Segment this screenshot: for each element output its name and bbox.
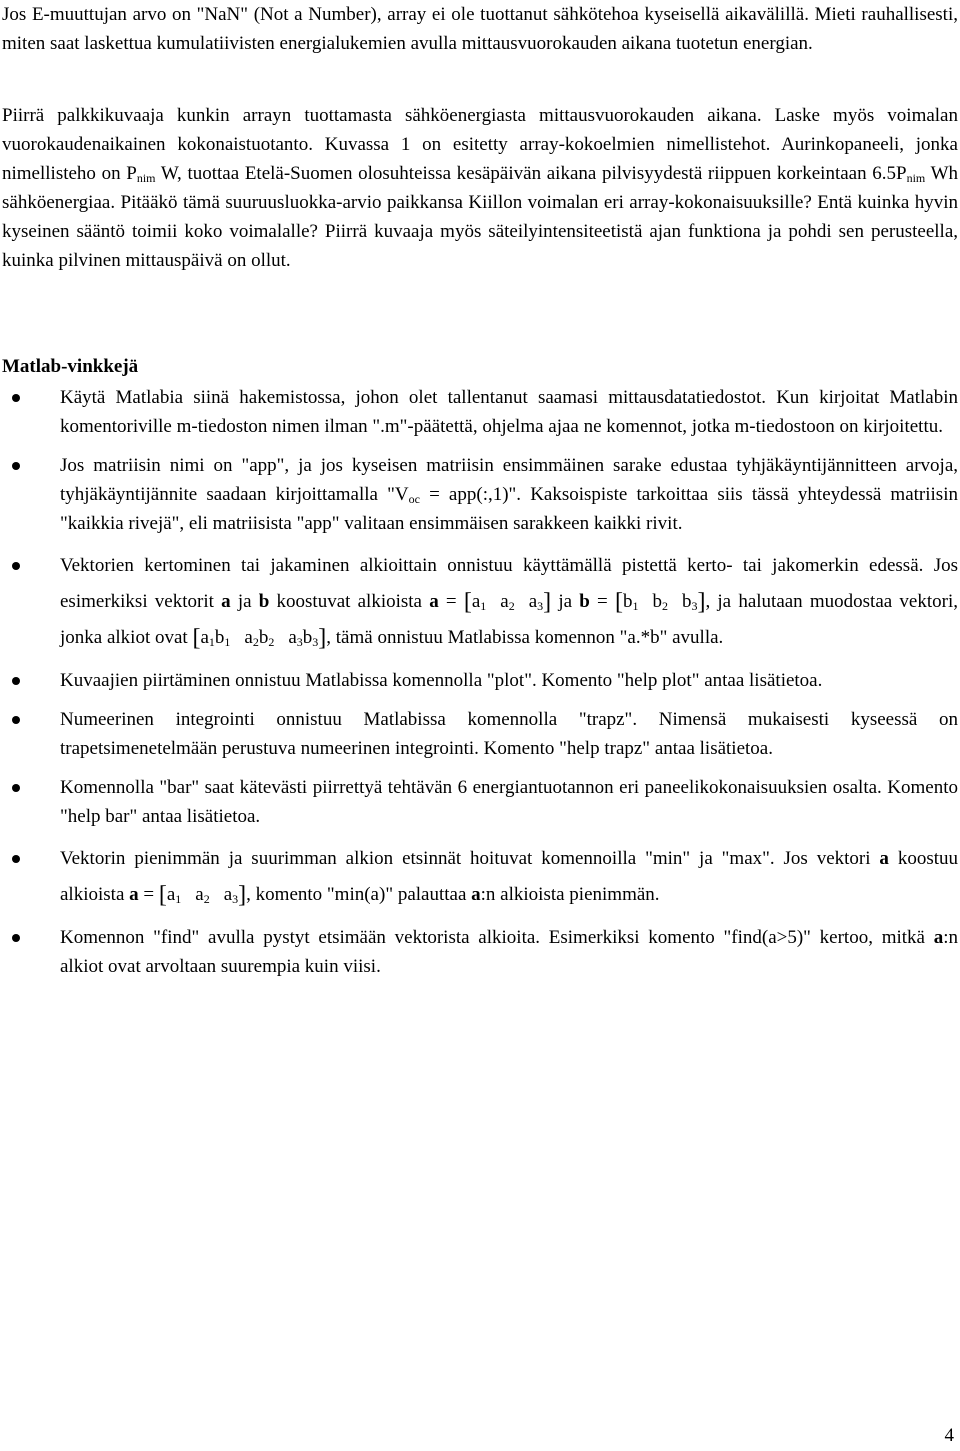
- paragraph-text: Wh sähköenergiaa. Pitääkö tämä suuruusluokka-arvio paikkansa Kiillon voimalan eri array-kokonaisuuksille? Entä kuinka hyvin kyseinen sääntö toimii koko voimalalle? Piirrä kuvaaja myös säteilyintensiteetistä ajan funktiona ja pohdi sen perusteella, kuinka pilvinen mittauspäivä on ollut.: [2, 163, 959, 271]
- list-item-text: Komennolla "bar" saat kätevästi piirrettyä tehtävän 6 energiantuotannon eri paneelikokonaisuuksien osalta. Komento "help bar" antaa lisätietoa.: [60, 777, 958, 827]
- vector-element: $a_3$: [528, 591, 544, 613]
- page-number: 4: [944, 1425, 954, 1446]
- list-item: [0, 923, 960, 981]
- vector-a: a: [933, 927, 944, 948]
- list-item-text: , tämä onnistuu Matlabissa komennon "a.*b" avulla.: [326, 627, 724, 648]
- paragraph-text: Piirrä palkkikuvaaja kunkin arrayn tuottamasta sähköenergiasta mittausvuorokauden aikana. Laske myös voimalan vuorokaudenaikainen kokonaistuotanto. Kuvassa 1 on esitetty array-kokoelmien nimellistehot. Aurinkopaneeli, jonka nimellisteho on P: [2, 105, 958, 184]
- bullet-icon: [12, 716, 20, 724]
- matlab-tips-list: [0, 383, 960, 991]
- vector-element: $a_3$: [223, 884, 239, 906]
- vector-b: b: [258, 591, 270, 612]
- bullet-icon: [12, 394, 20, 402]
- vector-element: $a_2$: [500, 591, 515, 613]
- subscript-nim: nim: [906, 171, 926, 185]
- vector-elements: [623, 591, 698, 612]
- list-item-text: :n alkioista pienimmän.: [480, 884, 660, 905]
- list-item-text: koostuvat alkioista: [269, 591, 430, 612]
- vector-element: $a_1$: [166, 884, 182, 906]
- list-item: [0, 383, 960, 441]
- vector-element: $b_3$: [681, 591, 698, 613]
- vector-element: $a_1$: [471, 591, 487, 613]
- vector-b: b: [579, 591, 590, 612]
- bullet-icon: [12, 677, 20, 685]
- bullet-icon: [12, 562, 20, 570]
- vector-element: $b_2$: [652, 591, 668, 613]
- list-item: [0, 451, 960, 538]
- subscript-nim: nim: [136, 171, 156, 185]
- vector-element: $a_2$: [195, 884, 210, 906]
- bullet-icon: [12, 462, 20, 470]
- list-item: [0, 666, 960, 695]
- list-item-text: Käytä Matlabia siinä hakemistossa, johon olet tallentanut saamasi mittausdatatiedostot. Kun kirjoitat Matlabin komentoriville m-tiedoston nimen ilman ".m"-päätettä, ohjelma ajaa ne komennot, jotka m-tiedostoon on kirjoitettu.: [60, 387, 958, 437]
- list-item-text: Numeerinen integrointi onnistuu Matlabissa komennolla "trapz". Nimensä mukaisesti kyseessä on trapetsimenetelmään perustuva numeerinen integrointi. Komento "help trapz" antaa lisätietoa.: [60, 709, 958, 759]
- bullet-icon: [12, 784, 20, 792]
- vector-a: a: [879, 848, 889, 869]
- paragraph-text: W, tuottaa Etelä-Suomen olosuhteissa kesäpäivän aikana pilvisyydestä riippuen korkeintaan 6.5P: [155, 163, 907, 184]
- vector-elements: [472, 591, 543, 612]
- list-item-text: :n alkiot ovat arvoltaan suurempia kuin viisi.: [60, 927, 958, 977]
- vector-a: a: [129, 884, 139, 905]
- list-item-text: , komento "min(a)" palauttaa: [246, 884, 472, 905]
- list-item-text: Komennon "find" avulla pystyt etsimään vektorista alkioita. Esimerkiksi komento "find(a>5)" kertoo, mitkä: [60, 927, 934, 948]
- list-item-text: Vektorien kertominen tai jakaminen alkioittain onnistuu käyttämällä pistettä kerto- tai jakomerkin edessä. Jos esimerkiksi vektorit: [60, 555, 958, 612]
- vector-a: a: [471, 884, 481, 905]
- list-item: [0, 773, 960, 831]
- paragraph-nan-note: Jos E-muuttujan arvo on "NaN" (Not a Number), array ei ole tuottanut sähkötehoa kyseisellä aikavälillä. Mieti rauhallisesti, miten saat laskettua kumulatiivisten energialukemien avulla mittausvuorokauden aikana tuotetun energian.: [2, 4, 958, 54]
- list-item-text: koostuu alkioista: [60, 848, 958, 905]
- list-item: [0, 548, 960, 656]
- vector-element: $a_1b_1$: [200, 627, 231, 649]
- equation-b: $b = [b_1$ $b_2$ $b_3$]: [579, 589, 706, 615]
- equation-a: $a = [a_1$ $a_2$ $a_3$]: [429, 589, 552, 615]
- equation-ab: [$a_1b_1$ $a_2b_2$ $a_3b_3$]: [192, 625, 327, 651]
- vector-a: a: [221, 591, 231, 612]
- subscript-oc: oc: [408, 492, 420, 506]
- list-item: [0, 705, 960, 763]
- list-item-text: , ja halutaan muodostaa vektori, jonka alkiot ovat: [60, 591, 958, 648]
- section-heading-matlab-tips: Matlab-vinkkejä: [2, 356, 139, 377]
- list-item-text: = app(:,1)". Kaksoispiste tarkoittaa siis tässä yhteydessä matriisin "kaikkia rivejä", eli matriisista "app" valitaan ensimmäisen sarakkeen kaikki rivit.: [60, 484, 958, 534]
- list-item-text: ja: [551, 591, 580, 612]
- vector-element: $b_1$: [622, 591, 639, 613]
- paragraph-task-instructions: [2, 101, 958, 275]
- list-item-text: Kuvaajien piirtäminen onnistuu Matlabissa komennolla "plot". Komento "help plot" antaa lisätietoa.: [60, 670, 823, 691]
- list-item-text: Vektorin pienimmän ja suurimman alkion etsinnät hoituvat komennoilla "min" ja "max". Jos vektori: [60, 848, 880, 869]
- vector-element: $a_2b_2$: [244, 627, 275, 649]
- vector-elements: [167, 884, 238, 905]
- equation-a: $a = [a_1$ $a_2$ $a_3$]: [129, 882, 247, 908]
- vector-element: $a_3b_3$: [288, 627, 319, 649]
- bullet-icon: [12, 934, 20, 942]
- list-item-text: Jos matriisin nimi on "app", ja jos kyseisen matriisin ensimmäinen sarake edustaa tyhjäkäyntijännitteen arvoja, tyhjäkäyntijännite saadaan kirjoittamalla "V: [60, 455, 958, 505]
- list-item: [0, 841, 960, 913]
- vector-elements: [200, 627, 318, 648]
- list-item-text: ja: [230, 591, 259, 612]
- bullet-icon: [12, 855, 20, 863]
- vector-a: a: [429, 591, 439, 612]
